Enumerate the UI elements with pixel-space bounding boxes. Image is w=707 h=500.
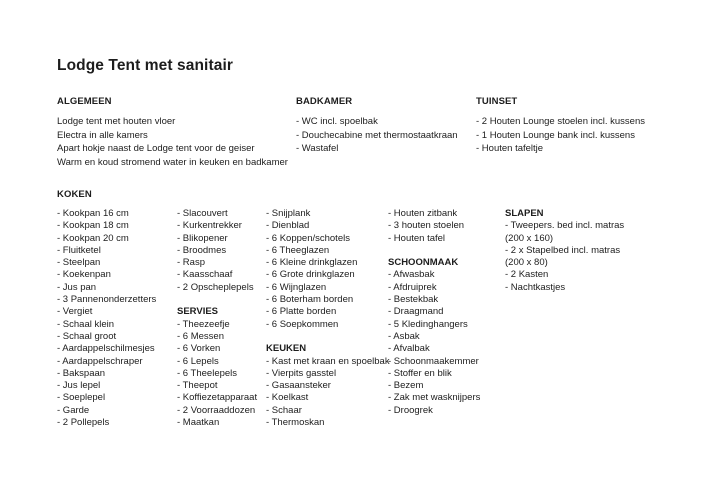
list-item: - Jus pan: [57, 281, 97, 293]
list-item: - Bestekbak: [388, 294, 439, 306]
list-item: - Gasaansteker: [266, 380, 331, 392]
list-item: Electra in alle kamers: [57, 129, 148, 141]
list-item: - 3 houten stoelen: [388, 220, 465, 232]
list-item: - 6 Theeglazen: [266, 244, 330, 256]
list-item: - 6 Theelepels: [177, 367, 238, 379]
section-badkamer: [296, 96, 458, 156]
list-item: Warm en koud stromend water in keuken en badkamer: [57, 156, 288, 168]
section-header-tuinset: TUINSET: [476, 96, 518, 107]
section-header: KEUKEN: [266, 343, 307, 355]
list-item: - 6 Koppen/schotels: [266, 232, 350, 244]
list-item: - 1 Houten Lounge bank incl. kussens: [476, 129, 635, 141]
list-item: - Douchecabine met thermostaatkraan: [296, 129, 458, 141]
list-item: - 6 Messen: [177, 330, 224, 342]
section-list-algemeen: [57, 115, 288, 169]
list-item: - Vierpits gasstel: [266, 367, 337, 379]
list-item: - Soeplepel: [57, 392, 106, 404]
list-item: - Afdruiprek: [388, 281, 437, 293]
list-item: - Koelkast: [266, 392, 309, 404]
list-item: - Aardappelschilmesjes: [57, 343, 155, 355]
koken-column-4: [388, 208, 480, 417]
list-item: - Maatkan: [177, 417, 220, 429]
list-item: - 2 Pollepels: [57, 417, 110, 429]
section-header: SCHOONMAAK: [388, 257, 459, 269]
list-item: - Bezem: [388, 380, 424, 392]
list-item: - Asbak: [388, 330, 420, 342]
list-item: - 2 Voorraaddozen: [177, 404, 256, 416]
blank-line: [266, 331, 390, 343]
list-item: - Schaal groot: [57, 330, 117, 342]
list-item: - Broodmes: [177, 244, 227, 256]
list-item: - Droogrek: [388, 404, 433, 416]
list-item: - 6 Vorken: [177, 343, 221, 355]
list-item: - Blikopener: [177, 232, 228, 244]
list-item: - 6 Grote drinkglazen: [266, 269, 355, 281]
list-item: - Houten tafeltje: [476, 143, 544, 155]
list-item: - Wastafel: [296, 143, 339, 155]
list-item: - Koekenpan: [57, 269, 111, 281]
list-item: - 6 Kleine drinkglazen: [266, 257, 358, 269]
list-item: - Schoonmaakemmer: [388, 355, 479, 367]
list-item: Lodge tent met houten vloer: [57, 116, 176, 127]
section-list-tuinset: [476, 115, 645, 156]
blank-line: [388, 245, 480, 257]
list-item: - Steelpan: [57, 257, 101, 269]
list-item: - 6 Soepkommen: [266, 318, 339, 330]
list-item: - Kookpan 20 cm: [57, 232, 129, 244]
list-item: - Afvalbak: [388, 343, 430, 355]
list-item: - Snijplank: [266, 208, 311, 219]
list-item: - Dienblad: [266, 220, 310, 232]
list-item: - Garde: [57, 404, 90, 416]
section-header-algemeen: ALGEMEEN: [57, 96, 112, 107]
blank-line: [177, 294, 257, 306]
list-item: - Jus lepel: [57, 380, 101, 392]
list-item: - Koffiezetapparaat: [177, 392, 258, 404]
section-header-badkamer: BADKAMER: [296, 96, 353, 107]
list-item: - Bakspaan: [57, 367, 106, 379]
list-item: (200 x 80): [505, 257, 548, 269]
list-item: - 3 Pannenonderzetters: [57, 294, 157, 306]
section-list-badkamer: [296, 115, 458, 156]
list-item: - Vergiet: [57, 306, 93, 318]
list-item: Apart hokje naast de Lodge tent voor de geiser: [57, 143, 255, 155]
list-item: - Kurkentrekker: [177, 220, 242, 232]
list-item: - 5 Kledinghangers: [388, 318, 468, 330]
list-item: - Draagmand: [388, 306, 444, 318]
list-item: - Slacouvert: [177, 208, 228, 219]
list-item: - 2 Kasten: [505, 269, 549, 281]
list-item: - Houten tafel: [388, 232, 446, 244]
list-item: - Kookpan 16 cm: [57, 208, 129, 219]
list-item: - Afwasbak: [388, 269, 435, 281]
list-item: - Theezeefje: [177, 318, 230, 330]
section-header: SERVIES: [177, 306, 219, 318]
koken-column-2: [177, 208, 257, 429]
list-item: - Nachtkastjes: [505, 281, 566, 293]
list-item: - Kaasschaaf: [177, 269, 233, 281]
list-item: - Thermoskan: [266, 417, 325, 429]
koken-column-3: [266, 208, 390, 429]
list-item: - 2 Houten Lounge stoelen incl. kussens: [476, 116, 645, 127]
list-item: - 2 x Stapelbed incl. matras: [505, 244, 621, 256]
list-item: - Aardappelschraper: [57, 355, 143, 367]
list-item: - Schaal klein: [57, 318, 115, 330]
list-item: - WC incl. spoelbak: [296, 116, 378, 127]
koken-column-1: [57, 208, 156, 429]
list-item: - 6 Boterham borden: [266, 294, 354, 306]
section-tuinset: [476, 96, 645, 156]
list-item: - Houten zitbank: [388, 208, 458, 219]
list-item: - 2 Opscheplepels: [177, 281, 254, 293]
list-item: - Rasp: [177, 257, 205, 269]
list-item: (200 x 160): [505, 232, 554, 244]
list-item: - Schaar: [266, 404, 302, 416]
list-item: - Fluitketel: [57, 244, 101, 256]
list-item: - 6 Platte borden: [266, 306, 337, 318]
section-header: SLAPEN: [505, 208, 544, 219]
page-title: Lodge Tent met sanitair: [57, 57, 233, 74]
list-item: - Tweepers. bed incl. matras: [505, 220, 625, 232]
list-item: - Kookpan 18 cm: [57, 220, 129, 232]
section-algemeen: [57, 96, 288, 169]
list-item: - 6 Wijnglazen: [266, 281, 327, 293]
list-item: - Stoffer en blik: [388, 367, 452, 379]
koken-column-5: [505, 208, 624, 294]
list-item: - 6 Lepels: [177, 355, 219, 367]
list-item: - Kast met kraan en spoelbak: [266, 355, 390, 367]
section-header-koken: KOKEN: [57, 189, 92, 200]
list-item: - Theepot: [177, 380, 218, 392]
list-item: - Zak met wasknijpers: [388, 392, 481, 404]
